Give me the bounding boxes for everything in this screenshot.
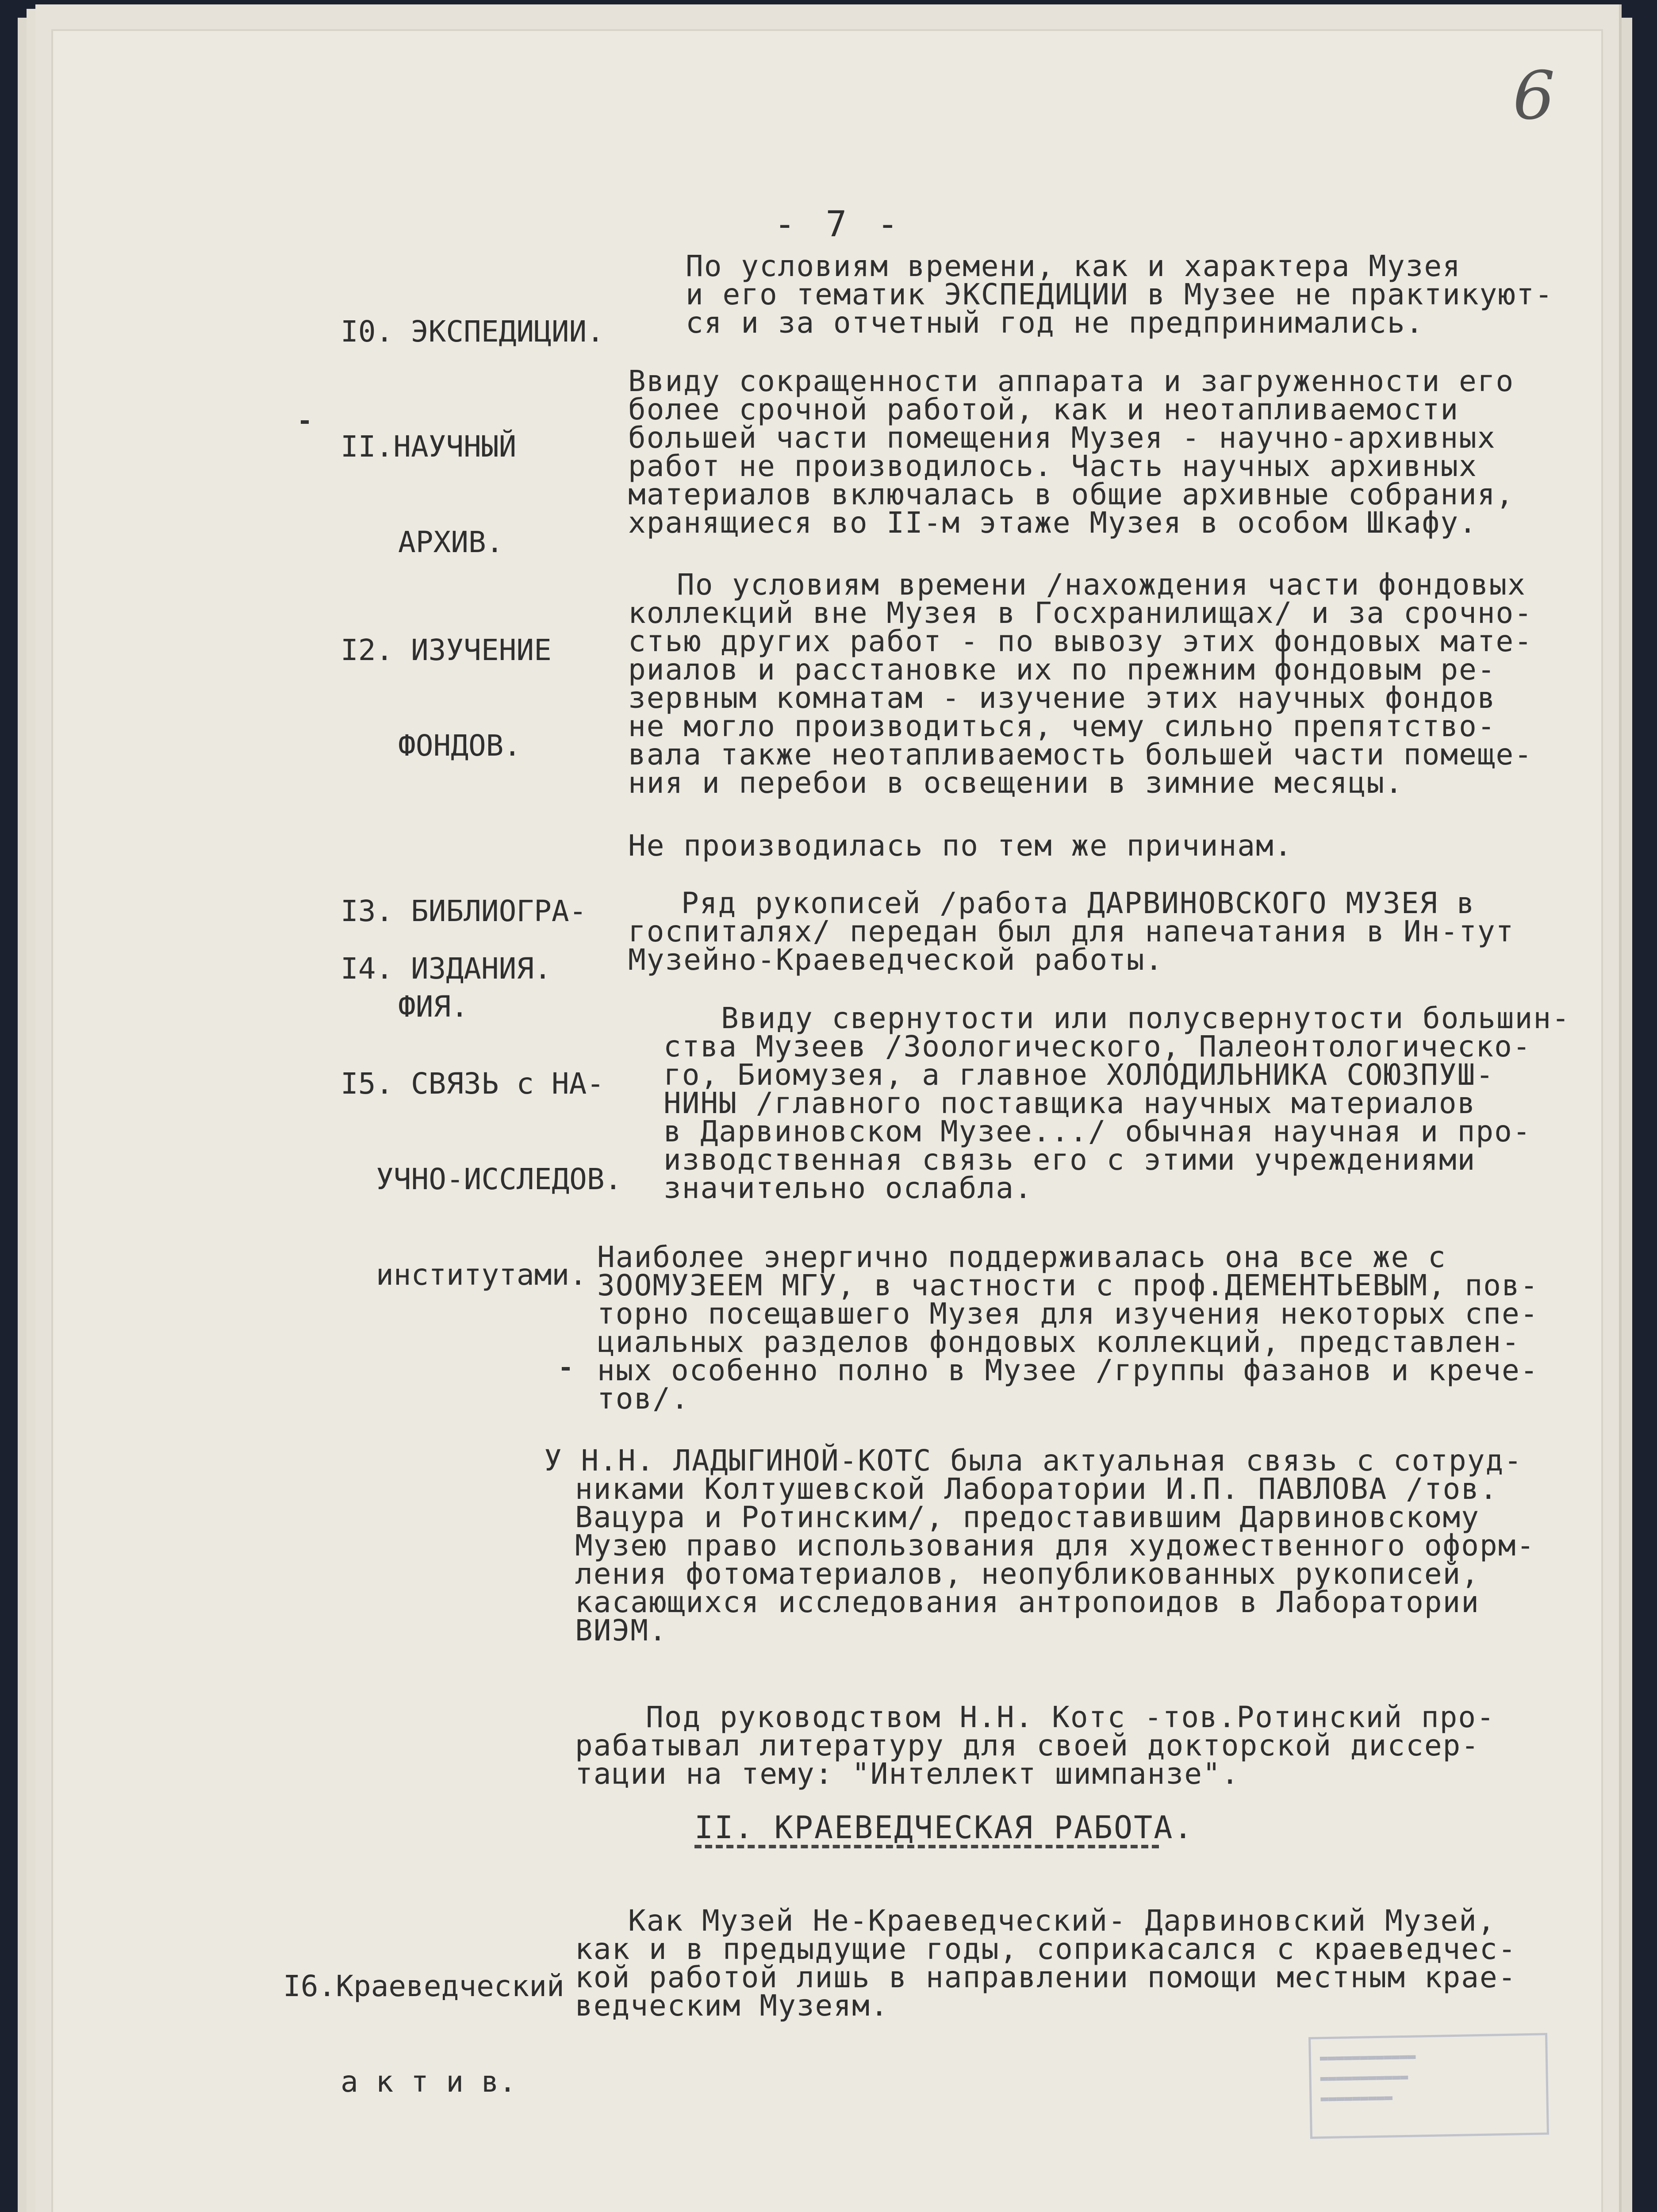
text-line: Ввиду свернутости или полусвернутости большин- <box>721 1001 1570 1035</box>
text-line: не могло производиться, чему сильно препятство- <box>628 709 1496 743</box>
text-line: тов/. <box>597 1382 690 1416</box>
page-number: - 7 - <box>774 204 903 245</box>
text-line: Музею право использования для художественного оформ- <box>575 1528 1535 1563</box>
part-2-title: II. КРАЕВЕДЧЕСКАЯ РАБОТА. <box>694 1809 1194 1846</box>
text-line: Как Музей Не-Краеведческий- Дарвиновский Музей, <box>628 1904 1496 1938</box>
text-line: изводственная связь его с этими учреждениями <box>664 1143 1476 1177</box>
title-underline <box>694 1845 1159 1848</box>
document-page <box>53 31 1601 2212</box>
text-line: ВИЭМ. <box>575 1613 667 1647</box>
section-12-heading: I2. ИЗУЧЕНИЕ ФОНДОВ. <box>341 633 552 763</box>
text-line: как и в предыдущие годы, соприкасался с краеведчес- <box>575 1932 1517 1966</box>
text-line: кой работой лишь в направлении помощи местным крае- <box>575 1960 1517 1994</box>
section-12-body <box>628 568 1533 800</box>
section-10-body <box>686 249 1553 340</box>
text-line: Не производилась по тем же причинам. <box>628 829 1293 863</box>
text-line: в Дарвиновском Музее.../ обычная научная и про- <box>664 1114 1531 1148</box>
text-line: значительно ослабла. <box>664 1171 1033 1205</box>
text-line: По условиям времени, как и характера Музея <box>686 249 1461 283</box>
paragraph-rotinsky <box>575 1700 1495 1791</box>
text-line: зервным комнатам - изучение этих научных фондов <box>628 681 1496 715</box>
section-11-body <box>628 364 1515 540</box>
section-13-body <box>628 829 1293 863</box>
text-line: материалов включалась в общие архивные собрания, <box>628 477 1515 511</box>
section-13-heading: I3. БИБЛИОГРА- ФИЯ. <box>341 894 587 1024</box>
text-line: никами Колтушевской Лаборатории И.П. ПАВЛОВА /тов. <box>575 1472 1498 1506</box>
text-line: Музейно-Краеведческой работы. <box>628 943 1164 977</box>
text-line: стью других работ - по вывозу этих фондовых мате- <box>628 624 1533 658</box>
text-line: тации на тему: "Интеллект шимпанзе". <box>575 1757 1240 1791</box>
text-line: ления фотоматериалов, неопубликованных рукописей, <box>575 1557 1480 1591</box>
text-line: риалов и расстановке их по прежним фондовым ре- <box>628 653 1496 687</box>
text-line: касающихся исследования антропоидов в Лаборатории <box>575 1585 1480 1619</box>
text-line: ных особенно полно в Музее /группы фазанов и кречe- <box>597 1353 1539 1387</box>
text-line: ства Музеев /Зоологического, Палеонтологическо- <box>664 1029 1531 1064</box>
text-line: более срочной работой, как и неотапливаемости <box>628 392 1459 426</box>
section-14-heading: I4. ИЗДАНИЯ. <box>341 952 552 986</box>
margin-mark <box>562 1367 570 1371</box>
text-line: Наиболее энергично поддерживалась она все же с <box>597 1240 1446 1274</box>
text-line: ся и за отчетный год не предпринимались. <box>686 306 1424 340</box>
section-15-body <box>664 1001 1570 1205</box>
text-line: Под руководством Н.Н. Котс -тов.Ротинский про- <box>646 1700 1495 1734</box>
section-14-body <box>628 886 1515 977</box>
text-line: Ввиду сокращенности аппарата и загруженности его <box>628 364 1515 398</box>
archive-stamp: ▬▬▬▬▬▬▬▬▬▬▬▬ ▬▬▬▬▬▬▬▬▬▬▬ ▬▬▬▬▬▬▬▬▬ <box>1308 2033 1549 2139</box>
section-10-heading: I0. ЭКСПЕДИЦИИ. <box>341 315 605 349</box>
text-line: работ не производилось. Часть научных архивных <box>628 449 1477 483</box>
text-line: У Н.Н. ЛАДЫГИНОЙ-КОТС была актуальная связь с сотруд- <box>544 1444 1523 1478</box>
paragraph-ladygina-kots <box>544 1444 1535 1647</box>
text-line: По условиям времени /нахождения части фондовых <box>677 568 1526 602</box>
text-line: вала также неотапливаемость большей части помеще- <box>628 737 1533 772</box>
text-line: ния и перебои в освещении в зимние месяцы. <box>628 766 1404 800</box>
section-15-heading: I5. СВЯЗЬ с НА- УЧНО-ИССЛЕДОВ. институтами. <box>341 1067 622 1292</box>
text-line: госпиталях/ передан был для напечатания в Ин-тут <box>628 914 1515 949</box>
text-line: коллекций вне Музея в Госхранилищах/ и за срочно- <box>628 596 1533 630</box>
text-line: ведческим Музеям. <box>575 1989 889 2023</box>
margin-mark <box>301 420 309 424</box>
text-line: рабатывал литературу для своей докторской диссер- <box>575 1728 1480 1763</box>
text-line: ЗООМУЗЕЕМ МГУ, в частности с проф.ДЕМЕНТЬЕВЫМ, пов- <box>597 1268 1539 1302</box>
section-16-body <box>575 1904 1517 2023</box>
text-line: Вацура и Ротинским/, предоставившим Дарвиновскому <box>575 1500 1480 1534</box>
text-line: Ряд рукописей /работа ДАРВИНОВСКОГО МУЗЕЯ в <box>681 886 1475 920</box>
text-line: торно посещавшего Музея для изучения некоторых спе- <box>597 1297 1539 1331</box>
text-line: циальных разделов фондовых коллекций, представлен- <box>597 1325 1520 1359</box>
text-line: большей части помещения Музея - научно-архивных <box>628 421 1496 455</box>
text-line: и его тематик ЭКСПЕДИЦИИ в Музее не практикуют- <box>686 277 1553 311</box>
section-11-heading: II.НАУЧНЫЙ АРХИВ. <box>341 430 517 559</box>
text-line: го, Биомузея, а главное ХОЛОДИЛЬНИКА СОЮЗПУШ- <box>664 1058 1495 1092</box>
text-line: хранящиеся во II-м этаже Музея в особом Шкафу. <box>628 506 1477 540</box>
paragraph-zoomuseum <box>597 1240 1539 1416</box>
handwritten-folio-number: 6 <box>1513 58 1555 134</box>
text-line: НИНЫ /главного поставщика научных материалов <box>664 1086 1476 1120</box>
section-16-heading: I6.Краеведческий а к т и в. <box>283 1969 564 2099</box>
